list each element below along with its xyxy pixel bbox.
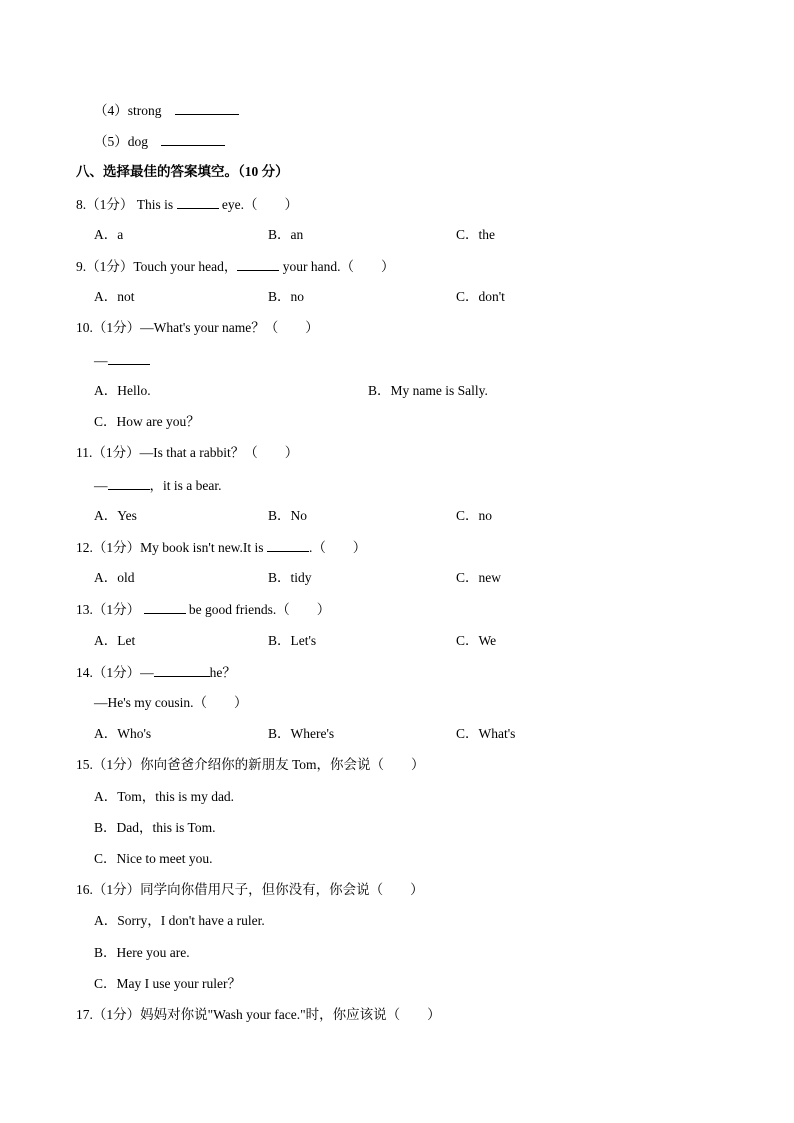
question-11	[76, 443, 298, 463]
question-number: 16.	[76, 882, 93, 897]
question-text: 妈妈对你说"Wash your face."时，你应该说（ ）	[140, 1007, 441, 1022]
question-text: he？	[209, 665, 236, 680]
option-c[interactable]: C．Nice to meet you.	[94, 851, 213, 866]
option-b[interactable]: B．tidy	[268, 570, 312, 585]
answer-text: ，it is a bear.	[149, 478, 222, 493]
question-score: （1分）	[92, 320, 141, 335]
option-c[interactable]: C．We	[456, 633, 497, 648]
option-b[interactable]: B．no	[268, 289, 305, 304]
dash: —	[94, 353, 108, 368]
question-12	[76, 537, 366, 558]
question-text: My book isn't new.It is	[140, 540, 267, 555]
answer-line	[94, 475, 221, 496]
question-number: 11.	[76, 445, 93, 460]
answer-blank[interactable]	[177, 194, 219, 209]
question-number: 12.	[76, 540, 93, 555]
option-b[interactable]: B．an	[268, 227, 304, 242]
answer-blank[interactable]	[161, 131, 225, 146]
option-b[interactable]: B．My name is Sally.	[368, 383, 488, 398]
section-title: 八、选择最佳的答案填空。（10 分）	[76, 164, 289, 179]
question-text: .（ ）	[308, 540, 367, 555]
fill-item-num: （5）	[94, 134, 128, 149]
answer-blank[interactable]	[237, 256, 279, 271]
fill-item-num: （4）	[94, 103, 128, 118]
option-c[interactable]: C．new	[456, 570, 501, 585]
answer-blank[interactable]	[154, 662, 210, 677]
option-c[interactable]: C．May I use your ruler？	[94, 976, 241, 991]
option-a[interactable]: A．not	[94, 289, 135, 304]
option-a[interactable]: A．Tom，this is my dad.	[94, 789, 235, 804]
question-number: 15.	[76, 757, 93, 772]
fill-item-5	[94, 131, 225, 152]
fill-item-word: dog	[127, 134, 148, 149]
option-c[interactable]: C．How are you？	[94, 414, 200, 429]
dash: —	[94, 478, 108, 493]
question-8	[76, 194, 298, 215]
fill-item-4	[94, 100, 239, 121]
question-text: your hand.（ ）	[279, 259, 395, 274]
question-10	[76, 318, 319, 338]
option-b[interactable]: B．Let's	[268, 633, 317, 648]
question-text: eye.（ ）	[218, 197, 298, 212]
question-score: （1分）	[92, 882, 141, 897]
question-number: 14.	[76, 665, 93, 680]
option-b[interactable]: B．No	[268, 508, 308, 523]
question-number: 8.	[76, 197, 87, 212]
question-number: 9.	[76, 259, 87, 274]
option-b[interactable]: B．Where's	[268, 726, 335, 741]
answer-blank[interactable]	[144, 599, 186, 614]
question-score: （1分）	[92, 757, 141, 772]
question-14	[76, 662, 236, 683]
question-score: （1分）	[86, 197, 134, 212]
option-a[interactable]: A．Hello.	[94, 383, 151, 398]
option-a[interactable]: A．old	[94, 570, 135, 585]
question-16	[76, 880, 424, 900]
option-b[interactable]: B．Dad，this is Tom.	[94, 820, 216, 835]
option-c[interactable]: C．no	[456, 508, 493, 523]
question-text: —What's your name？（ ）	[140, 320, 319, 335]
fill-item-word: strong	[127, 103, 162, 118]
option-a[interactable]: A．Let	[94, 633, 136, 648]
answer-line: —He's my cousin.（ ）	[94, 695, 248, 710]
option-a[interactable]: A．Who's	[94, 726, 152, 741]
question-score: （1分）	[92, 602, 141, 617]
option-c[interactable]: C．don't	[456, 289, 505, 304]
question-score: （1分）	[86, 259, 134, 274]
question-13	[76, 599, 330, 620]
answer-blank[interactable]	[267, 537, 309, 552]
answer-blank[interactable]	[108, 475, 150, 490]
question-9	[76, 256, 395, 277]
option-c[interactable]: C．What's	[456, 726, 516, 741]
answer-blank[interactable]	[175, 100, 239, 115]
option-a[interactable]: A．Yes	[94, 508, 137, 523]
answer-line	[94, 350, 150, 371]
option-a[interactable]: A．Sorry，I don't have a ruler.	[94, 913, 265, 928]
question-number: 17.	[76, 1007, 93, 1022]
answer-blank[interactable]	[108, 350, 150, 365]
question-text: —	[140, 665, 154, 680]
question-text: 你向爸爸介绍你的新朋友 Tom，你会说（ ）	[140, 757, 425, 772]
question-score: （1分）	[92, 445, 140, 460]
question-text: Touch your head，	[133, 259, 238, 274]
option-a[interactable]: A．a	[94, 227, 124, 242]
question-score: （1分）	[92, 665, 141, 680]
option-c[interactable]: C．the	[456, 227, 495, 242]
question-score: （1分）	[92, 1007, 141, 1022]
question-15	[76, 755, 425, 775]
question-17	[76, 1005, 441, 1025]
question-text: This is	[133, 197, 177, 212]
question-text: be good friends.（ ）	[185, 602, 331, 617]
question-text: —Is that a rabbit？（ ）	[139, 445, 299, 460]
question-number: 13.	[76, 602, 93, 617]
question-score: （1分）	[92, 540, 141, 555]
question-text: 同学向你借用尺子，但你没有，你会说（ ）	[140, 882, 424, 897]
option-b[interactable]: B．Here you are.	[94, 945, 190, 960]
question-number: 10.	[76, 320, 93, 335]
